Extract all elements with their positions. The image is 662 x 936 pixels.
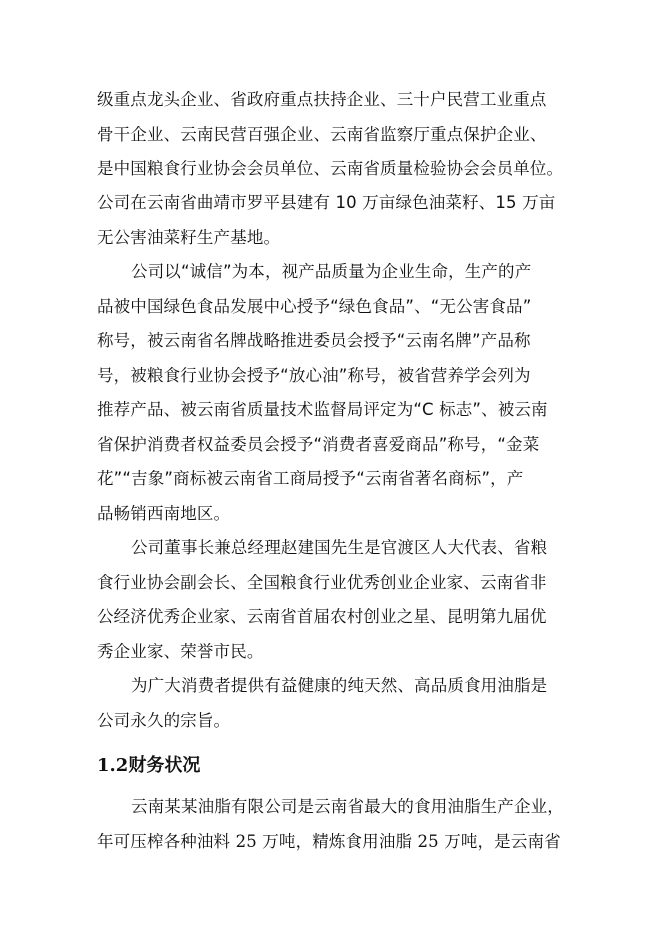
paragraph-4-line-1: 为广大消费者提供有益健康的纯天然、高品质食用油脂是 [131, 676, 548, 695]
section-body-line-1: 云南某某油脂有限公司是云南省最大的食用油脂生产企业， [131, 797, 564, 816]
paragraph-4-line-2: 公司永久的宗旨。 [97, 711, 231, 730]
section-heading: 1.2财务状况 [97, 755, 201, 776]
paragraph-3-line-3: 公经济优秀企业家、云南省首届农村创业之星、昆明第九届优 [97, 607, 547, 626]
paragraph-1-line-3: 是中国粮食行业协会会员单位、云南省质量检验协会会员单位。 [97, 159, 564, 178]
paragraph-2-line-1: 公司以“诚信”为本，视产品质量为企业生命，生产的产 [131, 262, 532, 281]
paragraph-2-line-2: 品被中国绿色食品发展中心授予“绿色食品”、“无公害食品” [97, 297, 532, 316]
paragraph-2-line-6: 省保护消费者权益委员会授予“消费者喜爱商品”称号，“金菜 [97, 435, 540, 454]
section-body-line-2: 年可压榨各种油料 25 万吨，精炼食用油脂 25 万吨，是云南省 [97, 832, 561, 851]
paragraph-1-line-2: 骨干企业、云南民营百强企业、云南省监察厅重点保护企业、 [97, 125, 547, 144]
paragraph-1-line-1: 级重点龙头企业、省政府重点扶持企业、三十户民营工业重点 [97, 90, 547, 109]
paragraph-2-line-3: 称号，被云南省名牌战略推进委员会授予“云南名牌”产品称 [97, 331, 531, 350]
paragraph-3-line-2: 食行业协会副会长、全国粮食行业优秀创业企业家、云南省非 [97, 573, 547, 592]
paragraph-3-line-4: 秀企业家、荣誉市民。 [97, 642, 264, 661]
paragraph-2-line-7: 花”“吉象”商标被云南省工商局授予“云南省著名商标”，产 [97, 469, 524, 488]
paragraph-1-line-4: 公司在云南省曲靖市罗平县建有 10 万亩绿色油菜籽、15 万亩 [97, 193, 556, 212]
paragraph-1-line-5: 无公害油菜籽生产基地。 [97, 228, 281, 247]
paragraph-2-line-8: 品畅销西南地区。 [97, 504, 231, 523]
paragraph-2-line-5: 推荐产品、被云南省质量技术监督局评定为“C 标志”、被云南 [97, 400, 548, 419]
paragraph-2-line-4: 号，被粮食行业协会授予“放心油”称号，被省营养学会列为 [97, 366, 531, 385]
paragraph-3-line-1: 公司董事长兼总经理赵建国先生是官渡区人大代表、省粮 [131, 538, 548, 557]
